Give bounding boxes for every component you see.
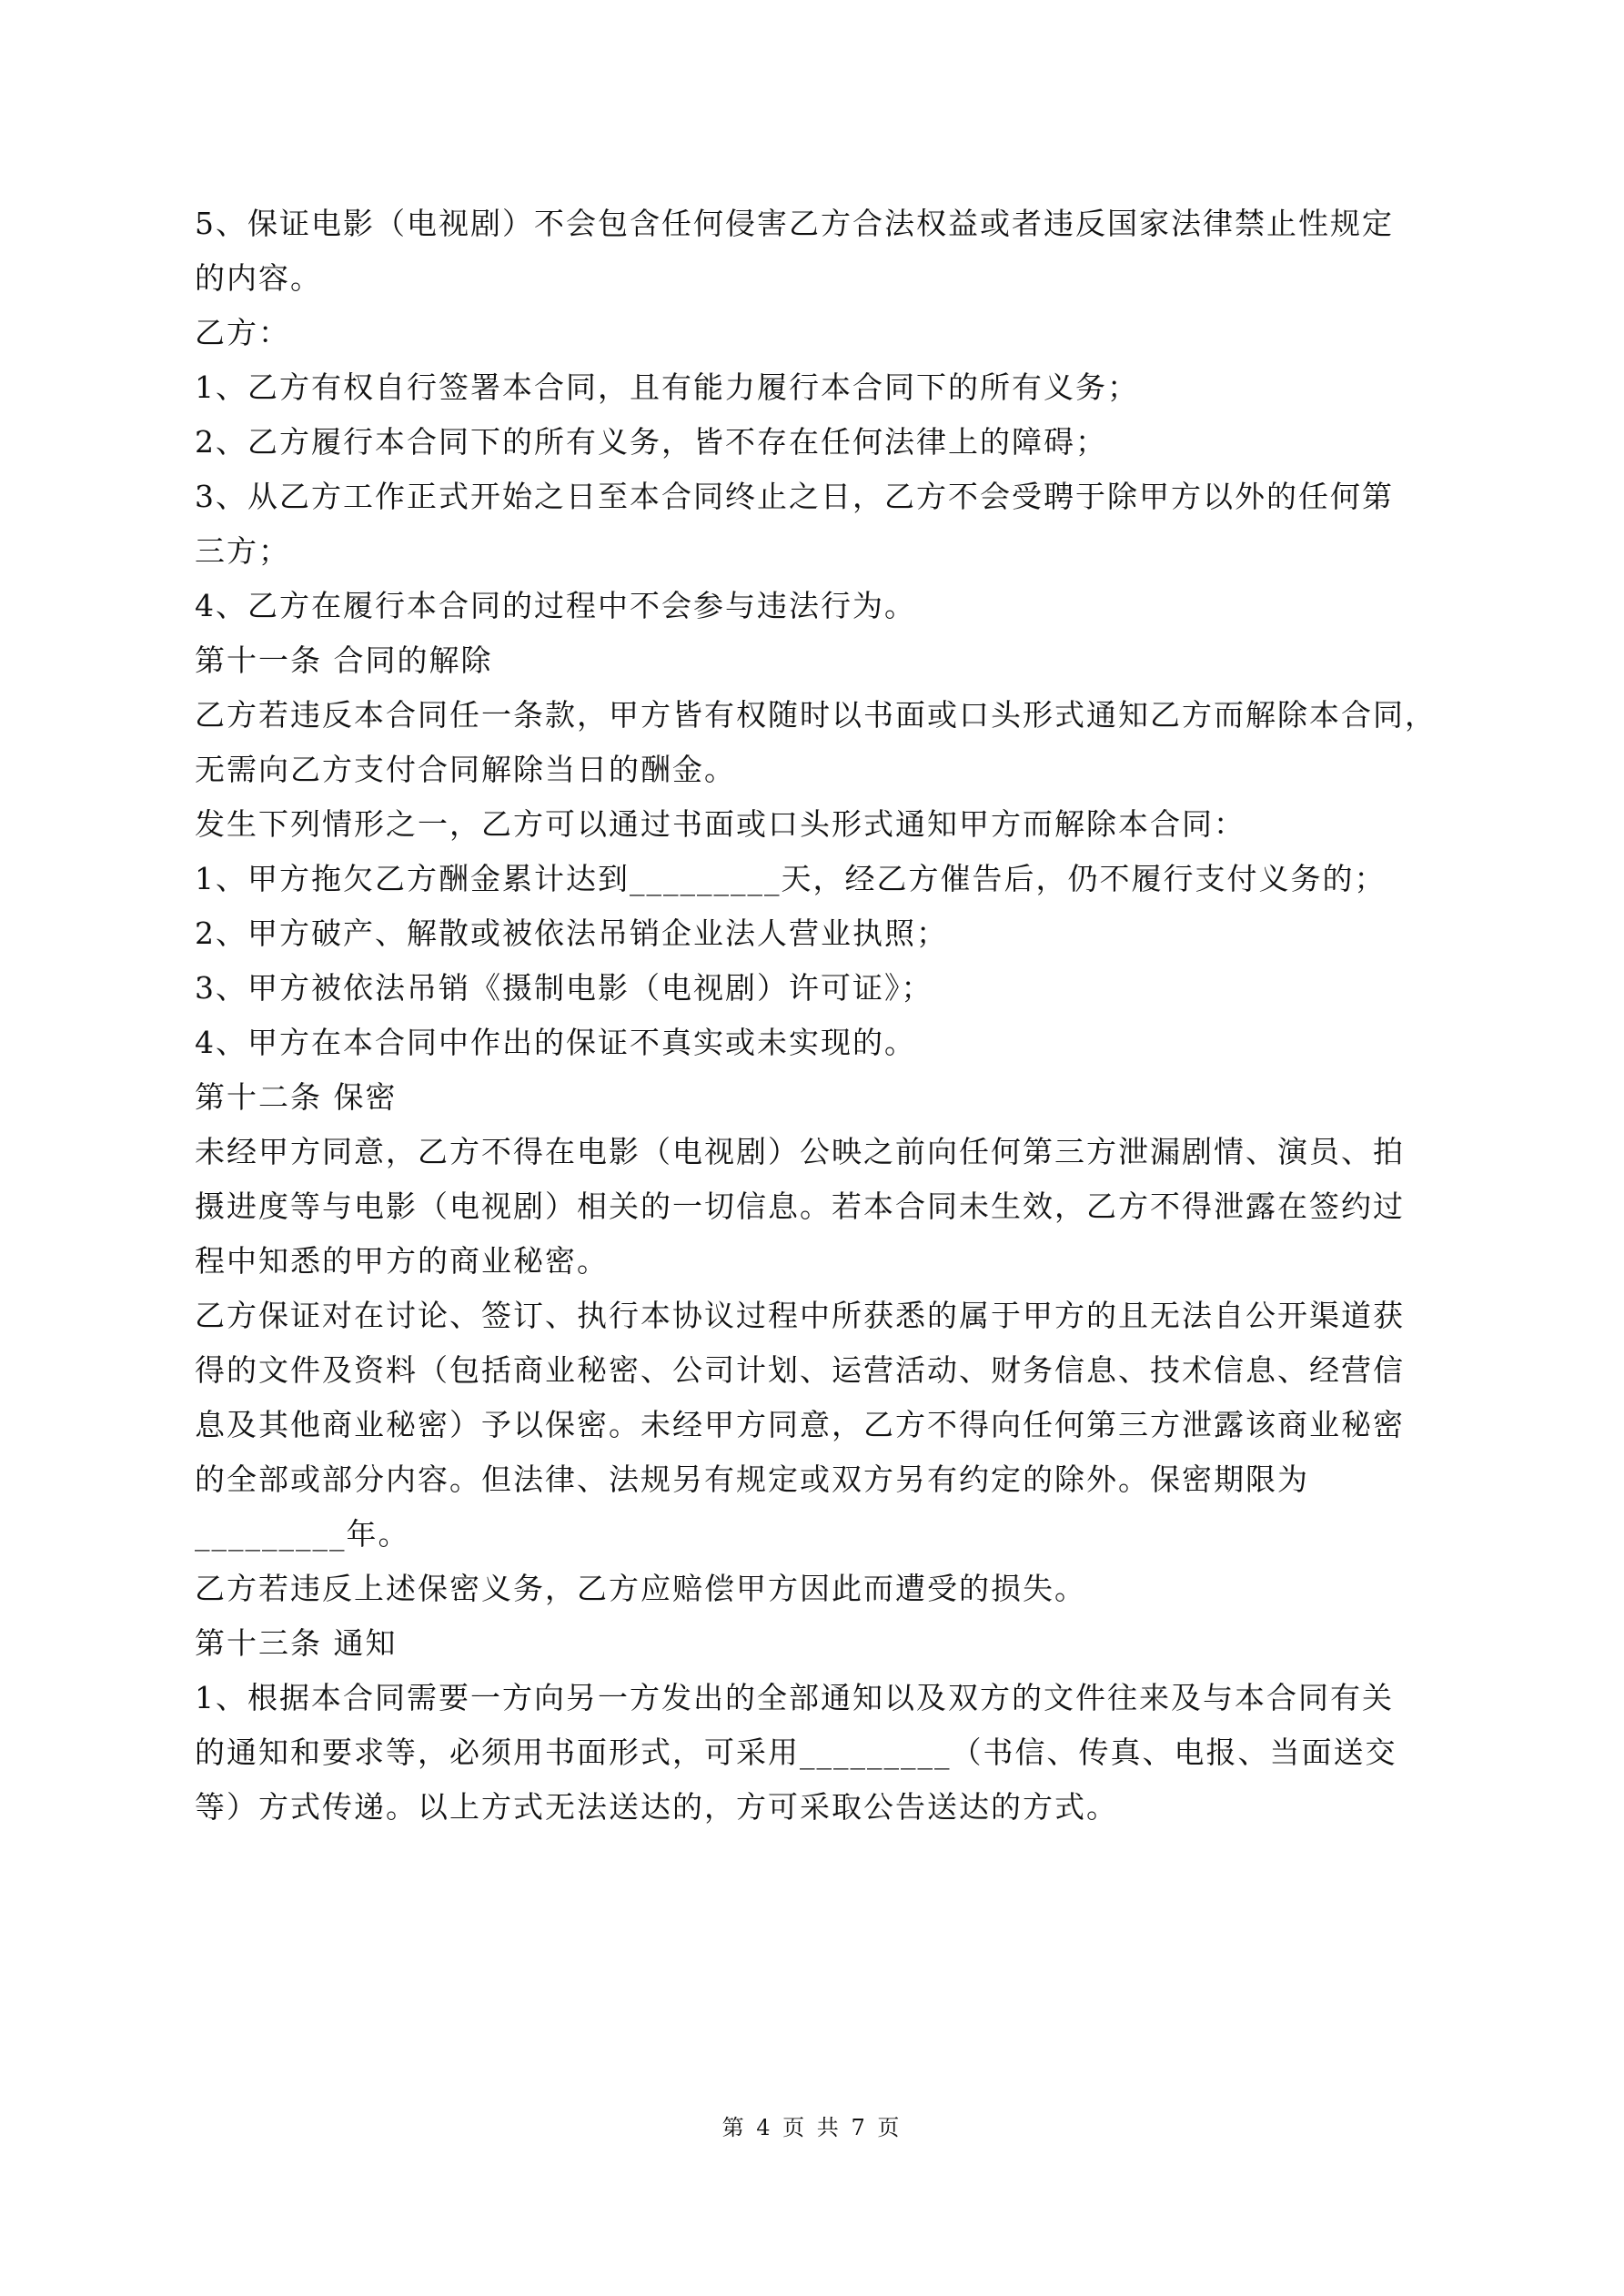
text-line: 4、甲方在本合同中作出的保证不真实或未实现的。: [195, 1025, 916, 1060]
text-line: _________年。: [195, 1516, 410, 1552]
document-body: [195, 197, 1441, 1835]
text-line: 等）方式传递。以上方式无法送达的，方可采取公告送达的方式。: [195, 1789, 1118, 1825]
section-heading: 第十二条 保密: [195, 1079, 398, 1115]
page-number: 第 4 页 共 7 页: [721, 2115, 903, 2140]
text-line: 的通知和要求等，必须用书面形式，可采用_________（书信、传真、电报、当面送交: [195, 1735, 1397, 1770]
text-line: 未经甲方同意，乙方不得在电影（电视剧）公映之前向任何第三方泄漏剧情、演员、拍: [195, 1134, 1405, 1169]
text-line: 2、甲方破产、解散或被依法吊销企业法人营业执照；: [195, 915, 948, 951]
text-line: 发生下列情形之一，乙方可以通过书面或口头形式通知甲方而解除本合同：: [195, 806, 1246, 842]
text-line: 1、乙方有权自行签署本合同，且有能力履行本合同下的所有义务；: [195, 369, 1139, 405]
text-line: 5、保证电影（电视剧）不会包含任何侵害乙方合法权益或者违反国家法律禁止性规定: [195, 206, 1394, 241]
text-line: 息及其他商业秘密）予以保密。未经甲方同意，乙方不得向任何第三方泄露该商业秘密: [195, 1407, 1405, 1442]
section-heading: 第十一条 合同的解除: [195, 642, 493, 678]
text-line: 4、乙方在履行本合同的过程中不会参与违法行为。: [195, 588, 916, 623]
text-line: 得的文件及资料（包括商业秘密、公司计划、运营活动、财务信息、技术信息、经营信: [195, 1352, 1405, 1388]
text-line: 乙方若违反本合同任一条款，甲方皆有权随时以书面或口头形式通知乙方而解除本合同，: [195, 697, 1437, 733]
text-line: 摄进度等与电影（电视剧）相关的一切信息。若本合同未生效，乙方不得泄露在签约过: [195, 1188, 1405, 1224]
text-line: 3、从乙方工作正式开始之日至本合同终止之日，乙方不会受聘于除甲方以外的任何第: [195, 479, 1394, 514]
section-heading: 第十三条 通知: [195, 1625, 398, 1661]
text-line: 的内容。: [195, 260, 322, 296]
text-line: 无需向乙方支付合同解除当日的酬金。: [195, 752, 736, 787]
text-line: 1、根据本合同需要一方向另一方发出的全部通知以及双方的文件往来及与本合同有关: [195, 1680, 1394, 1715]
text-line: 三方；: [195, 533, 290, 569]
text-line: 乙方保证对在讨论、签订、执行本协议过程中所获悉的属于甲方的且无法自公开渠道获: [195, 1298, 1405, 1333]
text-line: 程中知悉的甲方的商业秘密。: [195, 1243, 609, 1279]
text-line: 乙方：: [195, 315, 290, 350]
text-line: 2、乙方履行本合同下的所有义务，皆不存在任何法律上的障碍；: [195, 424, 1107, 460]
text-line: 1、甲方拖欠乙方酬金累计达到_________天，经乙方催告后，仍不履行支付义务的；: [195, 861, 1387, 896]
text-line: 乙方若违反上述保密义务，乙方应赔偿甲方因此而遭受的损失。: [195, 1571, 1086, 1606]
text-line: 3、甲方被依法吊销《摄制电影（电视剧）许可证》；: [195, 970, 933, 1006]
text-line: 的全部或部分内容。但法律、法规另有规定或双方另有约定的除外。保密期限为: [195, 1462, 1309, 1497]
